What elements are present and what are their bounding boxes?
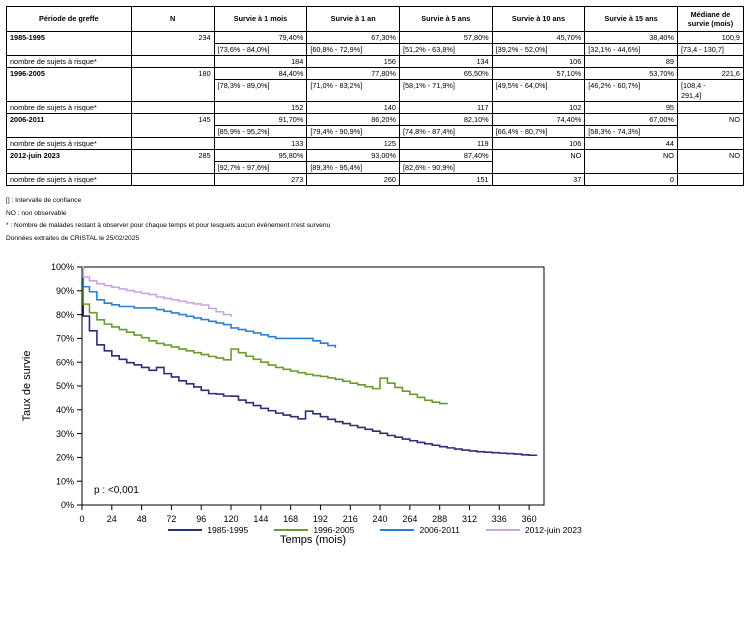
cell-empty [677, 101, 743, 113]
cell-risk: 151 [399, 174, 492, 186]
cell-ci: [79,4% - 90,9%] [307, 125, 400, 137]
cell-median: 100,9 [677, 32, 743, 44]
cell-risk: 106 [492, 56, 585, 68]
table-header-row [7, 7, 744, 32]
x-tick-label: 360 [521, 514, 537, 525]
survival-table [6, 6, 744, 186]
cell-risk: 89 [585, 56, 678, 68]
cell-pct: 53,70% [585, 68, 678, 80]
median-ci-line1: [108,4 - [680, 81, 706, 91]
footnote-no: NO : non observable [6, 209, 67, 217]
legend-swatch [380, 529, 414, 531]
cell-risk: 133 [214, 137, 307, 149]
cell-ci: [89,3% - 95,4%] [307, 162, 400, 174]
cell-pct: 74,40% [492, 113, 585, 125]
cell-pct: 77,80% [307, 68, 400, 80]
x-tick-label: 168 [283, 514, 299, 525]
cell-ci: [39,2% - 52,0%] [492, 44, 585, 56]
table-row-risk [7, 174, 744, 186]
cell-pct: 79,40% [214, 32, 307, 44]
cell-empty [677, 174, 743, 186]
col-header-survie-15-ans: Survie à 15 ans [585, 7, 678, 32]
row-label-period: 2012-juin 2023 [7, 150, 132, 174]
cell-risk: 44 [585, 137, 678, 149]
legend-label: 1996-2005 [313, 525, 355, 536]
cell-risk: 273 [214, 174, 307, 186]
cell-risk: 156 [307, 56, 400, 68]
row-label-period: 2006-2011 [7, 113, 132, 137]
cell-empty [677, 56, 743, 68]
legend-item [486, 525, 582, 535]
footnote-risk: * : Nombre de malades restant à observer pour chaque temps et pour lesquels aucun évènement n'est survenu [6, 222, 331, 230]
cell-empty [677, 137, 743, 149]
col-header-period: Période de greffe [7, 7, 132, 32]
cell-risk: 106 [492, 137, 585, 149]
x-tick-label: 312 [461, 514, 477, 525]
x-tick-label: 264 [402, 514, 418, 525]
y-tick-label: 50% [55, 381, 74, 392]
plot-frame [82, 267, 544, 505]
cell-ci: [60,8% - 72,9%] [307, 44, 400, 56]
cell-risk: 119 [399, 137, 492, 149]
row-n [131, 101, 214, 113]
y-tick-label: 30% [55, 429, 74, 440]
col-header-survie-1-an: Survie à 1 an [307, 7, 400, 32]
cell-risk: 95 [585, 101, 678, 113]
row-label-risk: nombre de sujets à risque* [7, 56, 132, 68]
x-axis-label: Temps (mois) [279, 534, 347, 547]
y-tick-label: 70% [55, 334, 74, 345]
table-row [7, 150, 744, 162]
page-root [0, 6, 750, 637]
y-tick-label: 0% [60, 500, 74, 511]
x-tick-label: 120 [223, 514, 239, 525]
row-n [131, 174, 214, 186]
median-ci-line2: 291,4] [680, 90, 702, 100]
km-plot-svg [0, 253, 750, 553]
cell-risk: 152 [214, 101, 307, 113]
cell-pct: 67,30% [307, 32, 400, 44]
y-tick-label: 10% [55, 476, 74, 487]
cell-risk: 125 [307, 137, 400, 149]
legend-swatch [274, 529, 308, 531]
legend-label: 2006-2011 [419, 525, 460, 536]
cell-ci: [82,6% - 90,9%] [399, 162, 492, 174]
cell-pct: 87,40% [399, 150, 492, 162]
row-label-period: 1985-1995 [7, 32, 132, 56]
cell-pct: 65,50% [399, 68, 492, 80]
row-n: 285 [131, 150, 214, 174]
cell-ci: [49,5% - 64,0%] [492, 80, 585, 101]
cell-pct: 93,00% [307, 150, 400, 162]
col-header-survie-5-ans: Survie à 5 ans [399, 7, 492, 32]
cell-ci: [73,6% - 84,0%] [214, 44, 307, 56]
p-value-annotation: p : <0,001 [94, 485, 139, 497]
y-tick-label: 60% [55, 357, 74, 368]
cell-pct: 95,80% [214, 150, 307, 162]
legend-item [380, 525, 459, 535]
cell-median-ci: [73,4 - 130,7] [677, 44, 743, 56]
row-n [131, 56, 214, 68]
x-tick-label: 336 [491, 514, 507, 525]
y-tick-label: 100% [50, 262, 74, 273]
cell-ci: [92,7% - 97,6%] [214, 162, 307, 174]
y-axis-label: Taux de survie [21, 351, 33, 422]
cell-risk: 0 [585, 174, 678, 186]
x-tick-label: 96 [196, 514, 207, 525]
cell-pct: 57,10% [492, 68, 585, 80]
row-n: 234 [131, 32, 214, 56]
col-header-n: N [131, 7, 214, 32]
col-header-survie-10-ans: Survie à 10 ans [492, 7, 585, 32]
survival-chart [0, 253, 750, 553]
row-n [131, 137, 214, 149]
x-tick-label: 0 [79, 514, 85, 525]
cell-median: 221,6 [677, 68, 743, 80]
row-label-period: 1996-2005 [7, 68, 132, 101]
footnote-source: Données extraites de CRISTAL le 25/02/2025 [6, 234, 140, 242]
x-tick-label: 144 [253, 514, 269, 525]
col-header-mediane: Médiane de survie (mois) [677, 7, 743, 32]
cell-ci: [32,1% - 44,6%] [585, 44, 678, 56]
cell-ci: [51,2% - 63,8%] [399, 44, 492, 56]
cell-risk: 102 [492, 101, 585, 113]
table-row-risk [7, 101, 744, 113]
legend-item [274, 525, 354, 535]
legend-label: 2012-juin 2023 [524, 525, 582, 536]
col-header-survie-1-mois: Survie à 1 mois [214, 7, 307, 32]
x-tick-label: 24 [106, 514, 117, 525]
cell-risk: 140 [307, 101, 400, 113]
row-label-risk: nombre de sujets à risque* [7, 137, 132, 149]
x-tick-label: 240 [372, 514, 388, 525]
x-tick-label: 192 [312, 514, 328, 525]
legend-item [168, 525, 248, 535]
y-tick-label: 40% [55, 405, 74, 416]
legend-swatch [486, 529, 520, 531]
x-tick-label: 216 [342, 514, 358, 525]
table-row-risk [7, 56, 744, 68]
table-row [7, 68, 744, 80]
cell-ci: [71,0% - 83,2%] [307, 80, 400, 101]
cell-ci: [66,4% - 80,7%] [492, 125, 585, 137]
cell-pct: 67,00% [585, 113, 678, 125]
cell-pct: 91,70% [214, 113, 307, 125]
cell-pct: NO [585, 150, 678, 174]
row-label-risk: nombre de sujets à risque* [7, 174, 132, 186]
chart-legend [0, 525, 750, 535]
cell-pct: 45,70% [492, 32, 585, 44]
x-tick-label: 48 [136, 514, 147, 525]
table-row [7, 32, 744, 44]
cell-risk: 184 [214, 56, 307, 68]
table-row-risk [7, 137, 744, 149]
cell-risk: 260 [307, 174, 400, 186]
cell-risk: 134 [399, 56, 492, 68]
footnotes [6, 195, 750, 245]
footnote-ci: [] : Intervalle de confiance [6, 197, 82, 205]
cell-ci: [74,8% - 87,4%] [399, 125, 492, 137]
cell-ci: [85,9% - 95,2%] [214, 125, 307, 137]
row-label-risk: nombre de sujets à risque* [7, 101, 132, 113]
cell-risk: 117 [399, 101, 492, 113]
cell-pct: 38,40% [585, 32, 678, 44]
cell-pct: NO [492, 150, 585, 174]
cell-ci: [46,2% - 60,7%] [585, 80, 678, 101]
cell-pct: 57,80% [399, 32, 492, 44]
legend-label: 1985-1995 [207, 525, 249, 536]
cell-pct: 84,40% [214, 68, 307, 80]
cell-pct: 86,20% [307, 113, 400, 125]
x-tick-label: 288 [432, 514, 448, 525]
legend-swatch [168, 529, 202, 531]
cell-ci: [78,3% - 89,0%] [214, 80, 307, 101]
row-n: 180 [131, 68, 214, 101]
cell-ci: [58,3% - 74,3%] [585, 125, 678, 137]
y-tick-label: 80% [55, 310, 74, 321]
cell-risk: 37 [492, 174, 585, 186]
y-tick-label: 90% [55, 286, 74, 297]
cell-median-ci [677, 80, 743, 101]
cell-ci: [58,1% - 71,9%] [399, 80, 492, 101]
cell-pct: 82,10% [399, 113, 492, 125]
cell-median: NO [677, 150, 743, 174]
row-n: 145 [131, 113, 214, 137]
cell-median: NO [677, 113, 743, 137]
table-row [7, 113, 744, 125]
x-tick-label: 72 [166, 514, 177, 525]
y-tick-label: 20% [55, 453, 74, 464]
